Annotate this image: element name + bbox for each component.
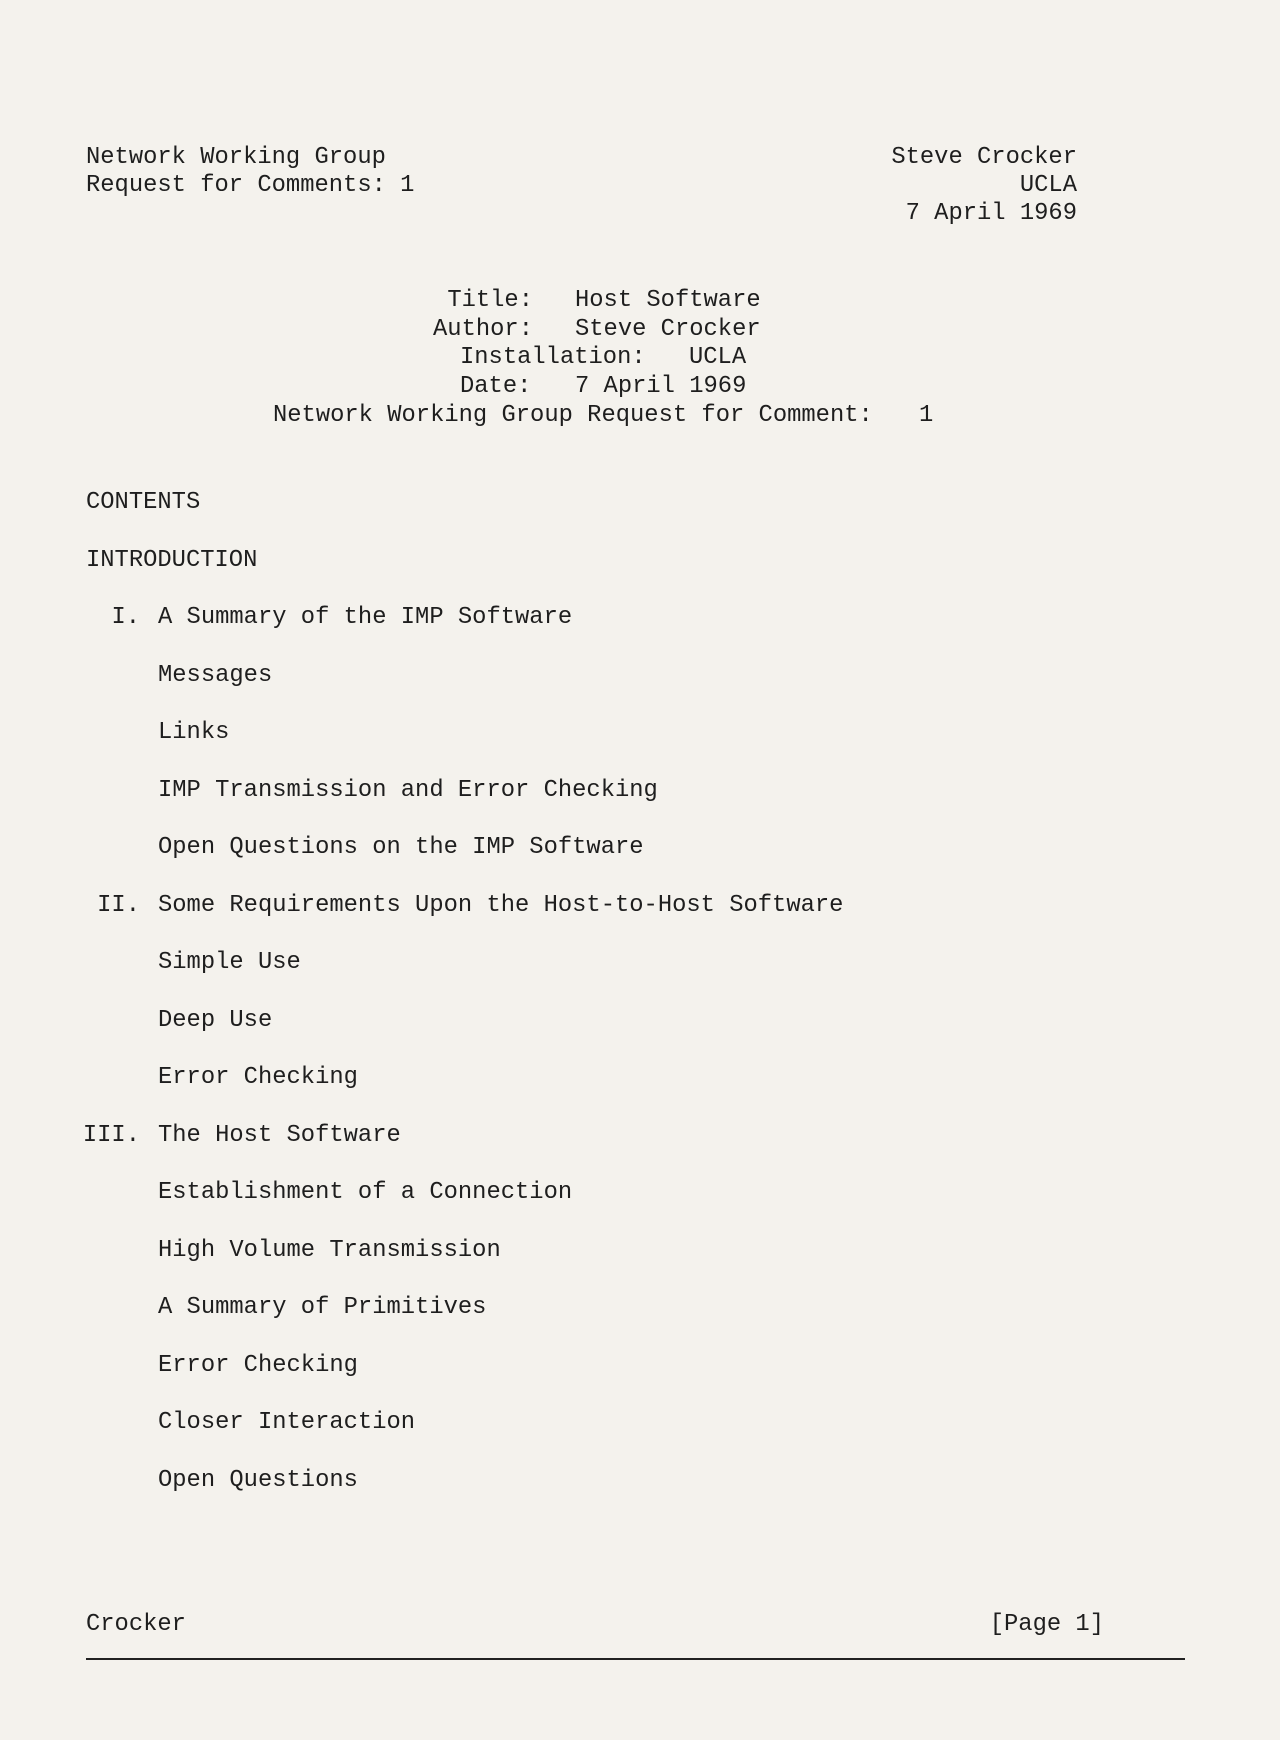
toc-subsection: High Volume Transmission — [158, 1237, 501, 1264]
toc-subsection: Establishment of a Connection — [158, 1179, 573, 1206]
toc-subsection: Error Checking — [158, 1064, 358, 1091]
date-label: Date: — [460, 373, 532, 400]
date-value: 7 April 1969 — [575, 373, 747, 400]
header-group: Network Working Group — [86, 144, 386, 171]
toc-section-numeral: III. — [82, 1122, 140, 1149]
footer-rule — [86, 1658, 1185, 1660]
toc-subsection: Error Checking — [158, 1352, 358, 1379]
header-date: 7 April 1969 — [905, 200, 1077, 227]
header-author: Steve Crocker — [891, 144, 1077, 171]
rfc-label: Network Working Group Request for Comment: — [273, 402, 873, 429]
footer-page-number: [Page 1] — [989, 1611, 1104, 1638]
toc-section-title: A Summary of the IMP Software — [158, 604, 573, 631]
toc-section-numeral: I. — [111, 604, 140, 631]
toc-subsection: Simple Use — [158, 949, 301, 976]
header-rfc-number: Request for Comments: 1 — [86, 172, 415, 199]
installation-value: UCLA — [689, 344, 747, 371]
rfc-value: 1 — [919, 402, 934, 429]
toc-subsection: Deep Use — [158, 1007, 273, 1034]
header-institution: UCLA — [1019, 172, 1077, 199]
toc-subsection: Links — [158, 719, 230, 746]
toc-section-title: The Host Software — [158, 1122, 401, 1149]
toc-subsection: Messages — [158, 662, 273, 689]
footer-author: Crocker — [86, 1611, 186, 1638]
toc-subsection: Closer Interaction — [158, 1409, 416, 1436]
toc-subsection: IMP Transmission and Error Checking — [158, 777, 658, 804]
author-label: Author: — [433, 316, 533, 343]
author-value: Steve Crocker — [575, 316, 761, 343]
toc-section-title: Some Requirements Upon the Host-to-Host Software — [158, 892, 844, 919]
toc-introduction: INTRODUCTION — [86, 547, 258, 574]
toc-section-numeral: II. — [97, 892, 140, 919]
installation-label: Installation: — [460, 344, 646, 371]
title-value: Host Software — [575, 287, 761, 314]
title-label: Title: — [447, 287, 533, 314]
toc-subsection: A Summary of Primitives — [158, 1294, 487, 1321]
contents-heading: CONTENTS — [86, 489, 201, 516]
toc-subsection: Open Questions on the IMP Software — [158, 834, 644, 861]
toc-subsection: Open Questions — [158, 1467, 358, 1494]
